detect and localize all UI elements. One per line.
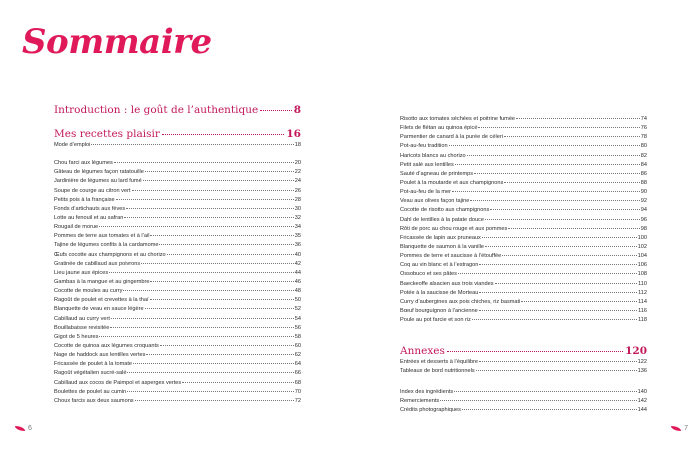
toc-entry[interactable]: [54, 232, 301, 241]
toc-entry-page: 44: [294, 269, 301, 276]
toc-entry[interactable]: [400, 270, 647, 279]
toc-entry-page: 62: [294, 352, 301, 359]
toc-entry-title: Chou farci aux légumes: [54, 160, 113, 167]
dot-leader: [150, 299, 294, 300]
toc-entry-page: 140: [637, 388, 647, 395]
toc-entry-title: Veau aux olives façon tajine: [400, 198, 470, 205]
dot-leader: [508, 228, 639, 229]
toc-entry-title: Entrées et desserts à l’équilibre: [400, 359, 479, 366]
dot-leader: [182, 382, 294, 383]
dot-leader: [114, 162, 294, 163]
toc-entry-page: 52: [294, 306, 301, 313]
toc-entry[interactable]: [54, 342, 301, 351]
toc-entry-title: Mode d’emploi: [54, 142, 91, 148]
toc-entry[interactable]: [400, 206, 647, 215]
toc-entry-title: Ragoût végétalien sucré-salé: [54, 370, 127, 377]
toc-entry-title: Petit salé aux lentilles: [400, 161, 454, 168]
toc-entry-page: 66: [294, 370, 301, 377]
toc-entry-page: 108: [637, 271, 647, 278]
toc-entry[interactable]: [54, 241, 301, 250]
dot-leader: [516, 118, 640, 119]
toc-entry-title: Bouillabaisse revisitée: [54, 324, 110, 331]
dot-leader: [141, 263, 294, 264]
toc-entry[interactable]: [54, 177, 301, 186]
toc-entry-page: 26: [294, 187, 301, 194]
dot-leader: [143, 180, 294, 181]
toc-entry[interactable]: [400, 142, 647, 151]
dot-leader: [150, 281, 293, 282]
dot-leader: [127, 391, 294, 392]
toc-entry-page: 104: [637, 253, 647, 260]
toc-annexes-heading[interactable]: [400, 345, 647, 358]
toc-annex-list: [400, 358, 647, 376]
toc-entry-page: 78: [640, 134, 647, 141]
toc-entry-title: Cocotte de quinoa aux légumes croquants: [54, 342, 159, 349]
toc-entry-page: 96: [640, 216, 647, 223]
dot-leader: [472, 319, 637, 320]
toc-entry-title: Remerciements: [400, 397, 440, 404]
toc-entry[interactable]: [400, 307, 647, 316]
dot-leader: [99, 336, 293, 337]
dot-leader: [116, 199, 294, 200]
toc-entry[interactable]: [400, 367, 647, 376]
toc-entry-title: Cabillaud aux cocos de Paimpol et asperges vertes: [54, 379, 182, 386]
toc-entry-page: 22: [294, 169, 301, 176]
toc-entry-title: Œufs cocotte aux champignons et au chorizo: [54, 251, 166, 258]
toc-entry-title: Bœuf bourguignon à l’ancienne: [400, 307, 478, 314]
toc-entry-title: Petits pois à la française: [54, 196, 115, 203]
toc-entry-page: 94: [640, 207, 647, 214]
toc-entry[interactable]: [400, 115, 647, 124]
toc-heading-title: Mes recettes plaisir: [54, 128, 160, 140]
toc-entry-title: Poulet à la moutarde et aux champignons: [400, 179, 504, 186]
toc-entry[interactable]: [54, 379, 301, 388]
toc-entry[interactable]: [54, 287, 301, 296]
toc-entry-title: Lotte au fenouil et au safran: [54, 214, 124, 221]
dot-leader: [145, 308, 294, 309]
toc-left-column: [54, 104, 301, 406]
dot-leader: [135, 400, 294, 401]
toc-entry-title: Blanquette de saumon à la vanille: [400, 243, 484, 250]
toc-entry[interactable]: [400, 358, 647, 367]
toc-entry-title: Crédits photographiques: [400, 406, 461, 413]
toc-entry[interactable]: [54, 260, 301, 269]
dot-leader: [124, 217, 293, 218]
toc-entry[interactable]: [54, 324, 301, 333]
toc-entry-title: Cocotte de moules au curry: [54, 288, 123, 295]
toc-entry[interactable]: [400, 179, 647, 188]
toc-entry-page: 100: [637, 234, 647, 241]
dot-leader: [485, 219, 640, 220]
dot-leader: [478, 127, 639, 128]
dot-leader: [127, 372, 293, 373]
toc-entry[interactable]: [400, 152, 647, 161]
toc-entry[interactable]: [400, 289, 647, 298]
toc-entry-title: Gigot de 5 heures: [54, 333, 99, 340]
toc-entry[interactable]: [54, 333, 301, 342]
toc-entry-title: Ragoût de poulet et crevettes à la thaï: [54, 297, 149, 304]
toc-entry-page: 64: [294, 361, 301, 368]
dot-leader: [160, 345, 294, 346]
toc-entry-page: 144: [637, 406, 647, 413]
toc-entry-page: 142: [637, 397, 647, 404]
toc-entry[interactable]: [400, 234, 647, 243]
dot-leader: [476, 370, 637, 371]
toc-entry-page: 68: [294, 379, 301, 386]
page-number-right: 7: [684, 425, 688, 432]
toc-entry-title: Nage de haddock aux lentilles vertes: [54, 352, 146, 359]
toc-entry[interactable]: [54, 168, 301, 177]
toc-entry-title: Parmentier de canard à la purée de céleri: [400, 134, 503, 141]
dot-leader: [495, 283, 638, 284]
toc-entry-title: Fricassée de lapin aux pruneaux: [400, 234, 481, 241]
dot-leader: [467, 155, 640, 156]
toc-entry-title: Choux farcis aux deux saumons: [54, 397, 134, 404]
dot-leader: [133, 363, 294, 364]
leaf-icon: [15, 426, 25, 431]
toc-entry-page: 48: [294, 288, 301, 295]
toc-entry-title: Baeckeoffe alsacien aux trois viandes: [400, 280, 494, 287]
toc-entry[interactable]: [54, 251, 301, 260]
toc-entry-title: Soupe de courge au citron vert: [54, 187, 131, 194]
toc-entry-title: Boulettes de poulet au cumin: [54, 388, 127, 395]
toc-entry-page: 112: [638, 289, 647, 296]
toc-entry-page: 84: [640, 161, 647, 168]
dot-leader: [111, 318, 294, 319]
toc-entry-title: Rougail de morue: [54, 224, 99, 231]
dot-leader: [132, 190, 294, 191]
toc-right-list: [400, 115, 647, 325]
toc-entry[interactable]: [54, 360, 301, 369]
toc-entry-title: Coq au vin blanc et à l’estragon: [400, 262, 479, 269]
toc-entry-title: Dahl de lentilles à la patate douce: [400, 216, 484, 223]
toc-entry-page: 114: [638, 298, 647, 305]
toc-entry-title: Jardinière de légumes au lard fumé: [54, 178, 142, 185]
toc-entry-title: Poule au pot farcie et son riz: [400, 317, 471, 324]
toc-entry[interactable]: [54, 388, 301, 397]
toc-entry[interactable]: [54, 369, 301, 378]
toc-entry-page: 50: [294, 297, 301, 304]
dot-leader: [449, 145, 640, 146]
toc-left-list: [54, 159, 301, 406]
toc-entry-title: Gâteau de légumes façon ratatouille: [54, 169, 144, 176]
dot-leader: [167, 254, 294, 255]
toc-entry[interactable]: [400, 406, 647, 415]
toc-entry-title: Tableaux de bord nutritionnels: [400, 368, 475, 375]
dot-leader: [479, 361, 637, 362]
toc-entry[interactable]: [400, 280, 647, 289]
toc-entry-page: 58: [294, 333, 301, 340]
toc-entry-title: Blanquette de veau en sauce légère: [54, 306, 144, 313]
dot-leader: [490, 209, 640, 210]
dot-leader: [479, 264, 636, 265]
toc-entry[interactable]: [400, 188, 647, 197]
dot-leader: [454, 391, 636, 392]
toc-entry[interactable]: [400, 388, 647, 397]
toc-intro-heading[interactable]: [54, 104, 301, 117]
toc-entry[interactable]: [400, 225, 647, 234]
toc-entry[interactable]: [54, 278, 301, 287]
toc-entry[interactable]: [400, 298, 647, 307]
toc-entry-page: 32: [294, 214, 301, 221]
toc-entry-page: 80: [640, 143, 647, 150]
toc-entry-page: 34: [294, 224, 301, 231]
toc-entry-page: 118: [638, 317, 647, 324]
toc-entry[interactable]: [54, 223, 301, 232]
toc-index-list: [400, 388, 647, 415]
toc-entry[interactable]: [54, 196, 301, 205]
toc-entry-page: 106: [637, 262, 647, 269]
toc-entry[interactable]: [54, 315, 301, 324]
toc-entry-page: 102: [637, 243, 647, 250]
dot-leader: [159, 244, 293, 245]
toc-heading-page: 16: [286, 128, 301, 140]
toc-entry[interactable]: [400, 316, 647, 325]
toc-entry-page: 30: [294, 205, 301, 212]
toc-entry-page: 20: [294, 160, 301, 167]
toc-entry[interactable]: [400, 197, 647, 206]
footer-left: [12, 425, 32, 432]
toc-entry-mode[interactable]: [54, 141, 301, 150]
toc-entry[interactable]: [400, 161, 647, 170]
toc-right-column: [400, 115, 647, 415]
toc-entry-page: 24: [294, 178, 301, 185]
toc-entry-title: Risotto aux tomates séchées et poitrine fumée: [400, 116, 516, 122]
toc-entry-title: Cabillaud au curry vert: [54, 315, 110, 322]
toc-entry[interactable]: [54, 214, 301, 223]
toc-entry-title: Cocotte de risotto aux champignons: [400, 207, 490, 214]
toc-entry-page: 90: [640, 189, 647, 196]
toc-entry-page: 88: [640, 179, 647, 186]
toc-entry[interactable]: [54, 159, 301, 168]
toc-entry-page: 42: [294, 260, 301, 267]
dot-leader: [504, 136, 640, 137]
toc-entry-page: 70: [294, 388, 301, 395]
toc-heading-title: Annexes: [400, 345, 445, 358]
dot-leader: [455, 164, 640, 165]
toc-entry-title: Fricassée de poulet à la tomate: [54, 361, 133, 368]
toc-entry-page: 82: [640, 152, 647, 159]
dot-leader: [109, 272, 294, 273]
dot-leader: [260, 110, 291, 111]
dot-leader: [447, 351, 623, 352]
toc-entry-page: 98: [640, 225, 647, 232]
toc-entry[interactable]: [400, 216, 647, 225]
toc-entry[interactable]: [400, 170, 647, 179]
page-number-left: 6: [28, 425, 32, 432]
dot-leader: [485, 246, 637, 247]
toc-entry[interactable]: [400, 261, 647, 270]
toc-entry-title: Gratinée de cabillaud aux poivrons: [54, 260, 141, 267]
toc-entry-title: Sauté d’agneau de printemps: [400, 170, 474, 177]
dot-leader: [162, 134, 285, 135]
dot-leader: [474, 173, 640, 174]
toc-entry-page: 36: [294, 242, 301, 249]
dot-leader: [91, 144, 293, 145]
toc-entry-page: 54: [294, 315, 301, 322]
toc-entry[interactable]: [54, 397, 301, 406]
toc-entry-title: Pot-au-feu de la mer: [400, 189, 451, 196]
toc-entry-page: 74: [640, 116, 647, 122]
toc-entry-page: 86: [640, 170, 647, 177]
toc-entry[interactable]: [54, 305, 301, 314]
dot-leader: [482, 237, 637, 238]
toc-entry-page: 56: [294, 324, 301, 331]
toc-entry[interactable]: [54, 296, 301, 305]
toc-entry[interactable]: [400, 124, 647, 133]
dot-leader: [440, 400, 636, 401]
toc-entry-page: 35: [294, 233, 301, 240]
dot-leader: [110, 327, 293, 328]
dot-leader: [504, 182, 640, 183]
dot-leader: [99, 226, 294, 227]
toc-entry-title: Pommes de terre aux tomates et à l’ail: [54, 233, 150, 240]
toc-entry-page: 72: [294, 397, 301, 404]
toc-entry[interactable]: [400, 243, 647, 252]
toc-entry-title: Curry d’aubergines aux pois chiches, riz basmati: [400, 298, 521, 305]
toc-entry[interactable]: [54, 269, 301, 278]
toc-entry-title: Pot-au-feu tradition: [400, 143, 448, 150]
toc-entry-page: 76: [640, 125, 647, 132]
footer-right: [668, 425, 688, 432]
toc-entry[interactable]: [54, 351, 301, 360]
toc-entry-title: Haricots blancs au chorizo: [400, 152, 466, 159]
toc-entry-title: Fonds d’artichauts aux fèves: [54, 205, 126, 212]
toc-entry-title: Ossobuco et ses pâtes: [400, 271, 457, 278]
toc-entry-title: Potée à la saucisse de Morteau: [400, 289, 479, 296]
dot-leader: [479, 292, 637, 293]
toc-entry-page: 136: [637, 368, 647, 375]
dot-leader: [479, 310, 637, 311]
toc-entry-page: 46: [294, 278, 301, 285]
dot-leader: [452, 191, 640, 192]
toc-entry-page: 116: [638, 307, 647, 314]
dot-leader: [123, 290, 293, 291]
toc-entry-title: Tajine de légumes confits à la cardamome: [54, 242, 159, 249]
toc-entry[interactable]: [54, 205, 301, 214]
dot-leader: [462, 409, 637, 410]
toc-entry[interactable]: [400, 252, 647, 261]
dot-leader: [470, 200, 639, 201]
dot-leader: [458, 273, 637, 274]
dot-leader: [145, 171, 294, 172]
toc-entry-title: Filets de flétan au quinoa épicé: [400, 125, 478, 132]
toc-entry-page: 60: [294, 342, 301, 349]
toc-entry-title: Lieu jaune aux épices: [54, 269, 109, 276]
dot-leader: [502, 255, 636, 256]
dot-leader: [521, 301, 637, 302]
toc-entry-page: 40: [294, 251, 301, 258]
toc-entry-page: 110: [638, 280, 647, 287]
toc-entry-title: Index des ingrédients: [400, 388, 454, 395]
dot-leader: [146, 354, 293, 355]
toc-section-heading[interactable]: [54, 128, 301, 141]
toc-entry[interactable]: [54, 187, 301, 196]
toc-entry[interactable]: [400, 133, 647, 142]
toc-entry-title: Gambas à la mangue et au gingembre: [54, 278, 150, 285]
toc-entry-page: 18: [294, 142, 301, 148]
page-title: Sommaire: [22, 22, 212, 62]
toc-entry[interactable]: [400, 397, 647, 406]
toc-entry-page: 92: [640, 198, 647, 205]
toc-entry-page: 28: [294, 196, 301, 203]
dot-leader: [126, 208, 294, 209]
leaf-icon: [671, 426, 681, 431]
toc-entry-title: Rôti de porc au chou rouge et aux pommes: [400, 225, 508, 232]
toc-entry-page: 122: [637, 359, 647, 366]
toc-heading-title: Introduction : le goût de l’authentique: [54, 104, 259, 116]
dot-leader: [150, 235, 293, 236]
toc-heading-page: 120: [625, 345, 647, 358]
toc-entry-title: Pommes de terre et saucisse à l’étouffée: [400, 253, 502, 260]
toc-heading-page: 8: [293, 104, 301, 116]
